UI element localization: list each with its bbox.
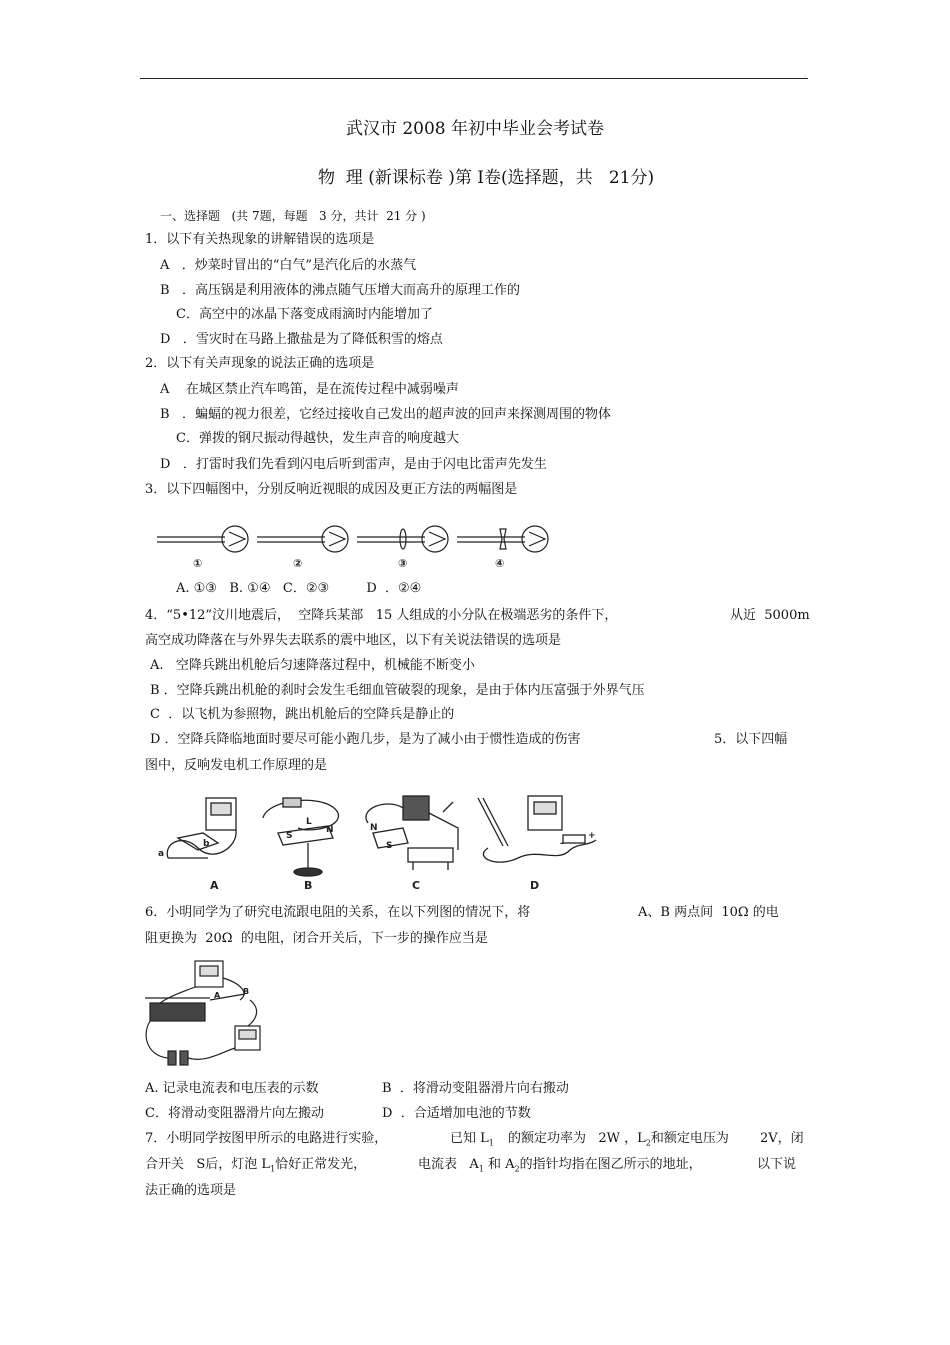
section-heading: 一、选择题 (共 7题，每题 3 分，共计 21 分 ) (160, 209, 426, 223)
q1-option-a: A ．炒菜时冒出的“白气”是汽化后的水蒸气 (160, 258, 417, 273)
q5-fig-mark-minus: - (560, 839, 564, 849)
q7-stem-line2b: 电流表 $A_1$ 和 $A_2$的指针均指在图乙所示的地址， (418, 1157, 702, 1174)
q5-fig-label-a: A (210, 879, 219, 892)
q4-stem-line2: 高空成功降落在与外界失去联系的震中地区，以下有关说法错误的选项是 (145, 633, 562, 648)
q5-fig-mark-n: N (326, 825, 334, 835)
q4-option-c: C ．以飞机为参照物，跳出机舱后的空降兵是静止的 (150, 707, 455, 722)
q4-stem-line1-end: 从近 5000m (730, 608, 810, 623)
q1-stem: 1．以下有关热现象的讲解错误的选项是 (145, 232, 375, 247)
q6-option-b: B ．将滑动变阻器滑片向右搬动 (382, 1081, 569, 1096)
q3-fig-label-4: ④ (495, 557, 505, 570)
q6-stem-line2: 阻更换为 20Ω 的电阻，闭合开关后，下一步的操作应当是 (145, 931, 488, 946)
q6-fig-mark-b: B (243, 987, 250, 996)
q6-option-a: A. 记录电流表和电压表的示数 (145, 1081, 319, 1096)
q3-eye-figure (155, 518, 555, 572)
q2-option-c: C．弹拨的钢尺振动得越快，发生声音的响度越大 (176, 431, 459, 446)
exam-title: 武汉市 2008 年初中毕业会考试卷 (345, 119, 605, 139)
q5-stem-end: 图中，反响发电机工作原理的是 (145, 758, 328, 773)
q2-stem: 2．以下有关声现象的说法正确的选项是 (145, 356, 375, 371)
q4-stem-line1: 4．“5•12”汶川地震后， 空降兵某部 15 人组成的小分队在极端恶劣的条件下， (145, 608, 618, 623)
q1-option-d: D ．雪灾时在马路上撒盐是为了降低积雪的熔点 (160, 332, 443, 347)
q5-fig-label-d: D (530, 879, 540, 892)
q5-fig-mark-plus: + (588, 831, 596, 841)
exam-subtitle: 物 理 (新课标卷 )第 Ⅰ卷(选择题，共 21分) (318, 168, 655, 188)
q7-stem-part4: 2V，闭 (760, 1131, 804, 1146)
q3-options: A. ①③ B. ①④ C．②③ D ．②④ (176, 581, 422, 596)
q5-fig-mark-n2: N (370, 823, 378, 833)
q3-fig-label-2: ② (293, 557, 303, 570)
q2-option-a: A 在城区禁止汽车鸣笛，是在流传过程中减弱噪声 (160, 382, 459, 397)
q5-fig-label-c: C (412, 879, 421, 892)
q6-fig-mark-a: A (214, 991, 221, 1000)
q7-stem-line2a: 合开关 S后，灯泡 $L_1$恰好正常发光， (145, 1157, 367, 1174)
q3-fig-label-3: ③ (398, 557, 408, 570)
q7-stem-part1: 7．小明同学按图甲所示的电路进行实验， (145, 1131, 388, 1146)
q6-option-d: D ．合适增加电池的节数 (382, 1106, 531, 1121)
q2-option-b: B ．蝙蝠的视力很差，它经过接收自己发出的超声波的回声来探测周围的物体 (160, 407, 611, 422)
rule-end-mark: · (804, 72, 807, 81)
q7-stem-part3: 的额定功率为 2W ，$L_2$和额定电压为 (508, 1131, 729, 1148)
q5-generator-figure (158, 788, 608, 894)
q7-stem-line3: 法正确的选项是 (145, 1183, 237, 1198)
q7-stem-part2: 已知 $L_1$ (450, 1131, 494, 1148)
q5-fig-mark-s2: S (386, 841, 393, 851)
q6-stem-line1-end: A、B 两点间 10Ω 的电 (638, 905, 779, 920)
q5-fig-mark-s: S (286, 831, 293, 841)
q5-fig-label-b: B (304, 879, 313, 892)
q1-option-b: B ．高压锅是利用液体的沸点随气压增大而高升的原理工作的 (160, 283, 520, 298)
header-rule (140, 78, 808, 79)
q6-circuit-figure (140, 958, 270, 1070)
rule-end-mark: · (136, 72, 139, 81)
q2-option-d: D ．打雷时我们先看到闪电后听到雷声，是由于闪电比雷声先发生 (160, 457, 547, 472)
q5-fig-mark-l: L (306, 817, 312, 827)
q1-option-c: C．高空中的冰晶下落变成雨滴时内能增加了 (176, 307, 433, 322)
q4-option-a: A. 空降兵跳出机舱后匀速降落过程中，机械能不断变小 (150, 658, 475, 673)
q5-stem-start: 5．以下四幅 (714, 732, 788, 747)
q5-fig-mark-a: a (158, 849, 165, 859)
q6-stem-line1: 6．小明同学为了研究电流跟电阻的关系，在以下列图的情况下，将 (145, 905, 531, 920)
q4-option-d: D ．空降兵降临地面时要尽可能小跑几步，是为了减小由于惯性造成的伤害 (150, 732, 581, 747)
q5-fig-mark-b: b (203, 839, 210, 849)
q6-option-c: C．将滑动变阻器滑片向左搬动 (145, 1106, 324, 1121)
q7-stem-line2c: 以下说 (757, 1157, 797, 1172)
q3-fig-label-1: ① (193, 557, 203, 570)
q4-option-b: B ．空降兵跳出机舱的刹时会发生毛细血管破裂的现象，是由于体内压富强于外界气压 (150, 683, 645, 698)
q3-stem: 3．以下四幅图中，分别反响近视眼的成因及更正方法的两幅图是 (145, 482, 518, 497)
